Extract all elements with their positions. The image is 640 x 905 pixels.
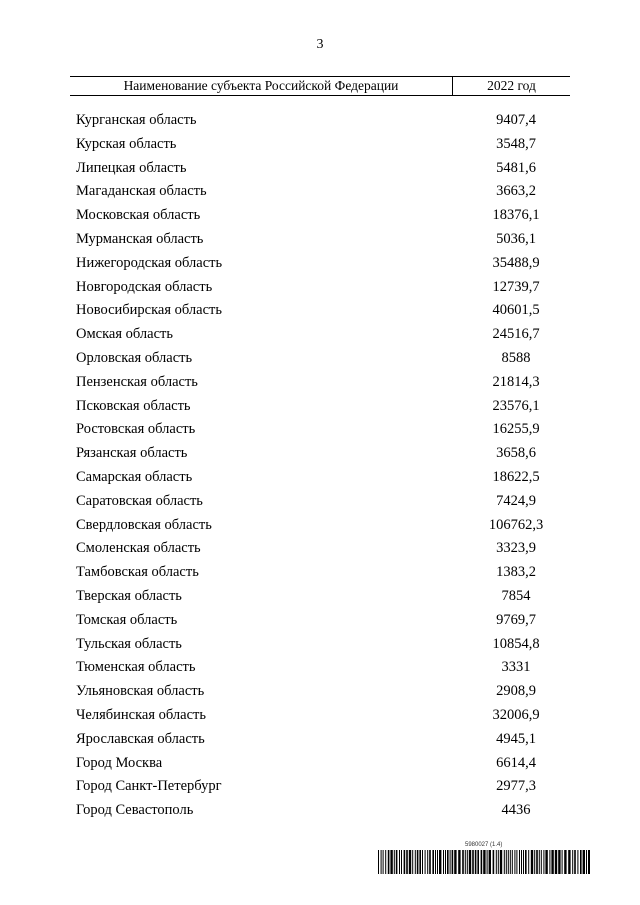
region-name: Нижегородская область: [76, 254, 223, 271]
table-row: [76, 252, 570, 276]
year-value: 18622,5: [492, 468, 540, 485]
year-value: 9407,4: [496, 112, 536, 128]
year-value: 106762,3: [488, 516, 544, 533]
region-name: Томская область: [76, 611, 178, 628]
region-name: Липецкая область: [76, 159, 187, 176]
page-number: 3: [316, 37, 324, 52]
barcode-icon: [378, 850, 590, 874]
region-name: Новгородская область: [76, 278, 213, 295]
table-row: [76, 752, 570, 776]
table-row: [76, 371, 570, 395]
region-name: Тюменская область: [76, 659, 196, 676]
year-value: 18376,1: [492, 207, 540, 224]
table-body: [76, 109, 570, 823]
table-row: [76, 204, 570, 228]
table-row: [76, 228, 570, 252]
year-value: 4945,1: [496, 730, 536, 747]
region-name: Магаданская область: [76, 183, 207, 200]
table-row: [76, 323, 570, 347]
region-name: Город Москва: [76, 754, 163, 771]
year-value: 6614,4: [496, 754, 536, 771]
table-row: [76, 157, 570, 181]
year-value: 3331: [501, 659, 531, 676]
table-row: [76, 133, 570, 157]
year-value: 40601,5: [492, 302, 540, 319]
year-value: 3663,2: [496, 183, 536, 200]
table-header: [70, 76, 570, 96]
year-value: 24516,7: [492, 326, 540, 343]
table-row: [76, 466, 570, 490]
region-name: Псковская область: [76, 397, 191, 414]
table-row: [76, 561, 570, 585]
table-row: [76, 418, 570, 442]
table-row: [76, 442, 570, 466]
year-value: 10854,8: [492, 635, 540, 652]
year-value: 16255,9: [492, 421, 540, 438]
table-row: [76, 656, 570, 680]
region-name: Самарская область: [76, 468, 193, 485]
region-name: Свердловская область: [76, 516, 212, 533]
region-name: Челябинская область: [76, 706, 206, 723]
region-name: Рязанская область: [76, 445, 188, 462]
table-row: [76, 490, 570, 514]
region-name: Курганская область: [76, 112, 197, 128]
table-row: [76, 728, 570, 752]
region-name: Ульяновская область: [76, 683, 205, 700]
table-row: [76, 609, 570, 633]
year-value: 2908,9: [496, 683, 536, 700]
year-value: 8588: [501, 349, 531, 366]
table-row: [76, 276, 570, 300]
year-value: 21814,3: [492, 373, 540, 390]
year-value: 5481,6: [496, 159, 536, 176]
table-row: [76, 704, 570, 728]
table-row: [76, 347, 570, 371]
region-name: Мурманская область: [76, 230, 204, 247]
year-value: 3548,7: [496, 135, 536, 152]
year-value: 32006,9: [492, 706, 540, 723]
year-value: 35488,9: [492, 254, 540, 271]
column-header-region: Наименование субъекта Российской Федерации: [123, 78, 399, 93]
table-row: [76, 799, 570, 823]
year-value: 3658,6: [496, 445, 536, 462]
region-name: Тамбовская область: [76, 564, 199, 581]
region-name: Орловская область: [76, 349, 193, 366]
table-row: [76, 109, 570, 133]
year-value: 23576,1: [492, 397, 540, 414]
region-name: Город Севастополь: [76, 802, 194, 819]
column-header-year: 2022 год: [487, 78, 536, 93]
region-name: Смоленская область: [76, 540, 201, 557]
year-value: 12739,7: [492, 278, 540, 295]
year-value: 9769,7: [496, 611, 536, 628]
region-name: Новосибирская область: [76, 302, 222, 319]
year-value: 5036,1: [496, 230, 536, 247]
table-row: [76, 537, 570, 561]
region-name: Московская область: [76, 207, 201, 224]
region-name: Курская область: [76, 135, 177, 152]
region-name: Ростовская область: [76, 421, 196, 438]
table-row: [76, 680, 570, 704]
table-row: [76, 633, 570, 657]
region-name: Саратовская область: [76, 492, 203, 509]
year-value: 2977,3: [496, 778, 536, 795]
table-row: [76, 395, 570, 419]
region-name: Город Санкт-Петербург: [76, 778, 222, 795]
table-row: [76, 514, 570, 538]
region-name: Ярославская область: [76, 730, 205, 747]
year-value: 4436: [501, 802, 531, 819]
year-value: 1383,2: [496, 564, 536, 581]
year-value: 7424,9: [496, 492, 536, 509]
table-row: [76, 299, 570, 323]
region-name: Тульская область: [76, 635, 182, 652]
table-row: [76, 585, 570, 609]
year-value: 3323,9: [496, 540, 536, 557]
region-name: Омская область: [76, 326, 173, 343]
region-name: Пензенская область: [76, 373, 198, 390]
document-stamp: 5980027 (1.4): [465, 842, 503, 848]
region-name: Тверская область: [76, 587, 182, 604]
table-row: [76, 775, 570, 799]
table-row: [76, 180, 570, 204]
year-value: 7854: [501, 587, 531, 604]
